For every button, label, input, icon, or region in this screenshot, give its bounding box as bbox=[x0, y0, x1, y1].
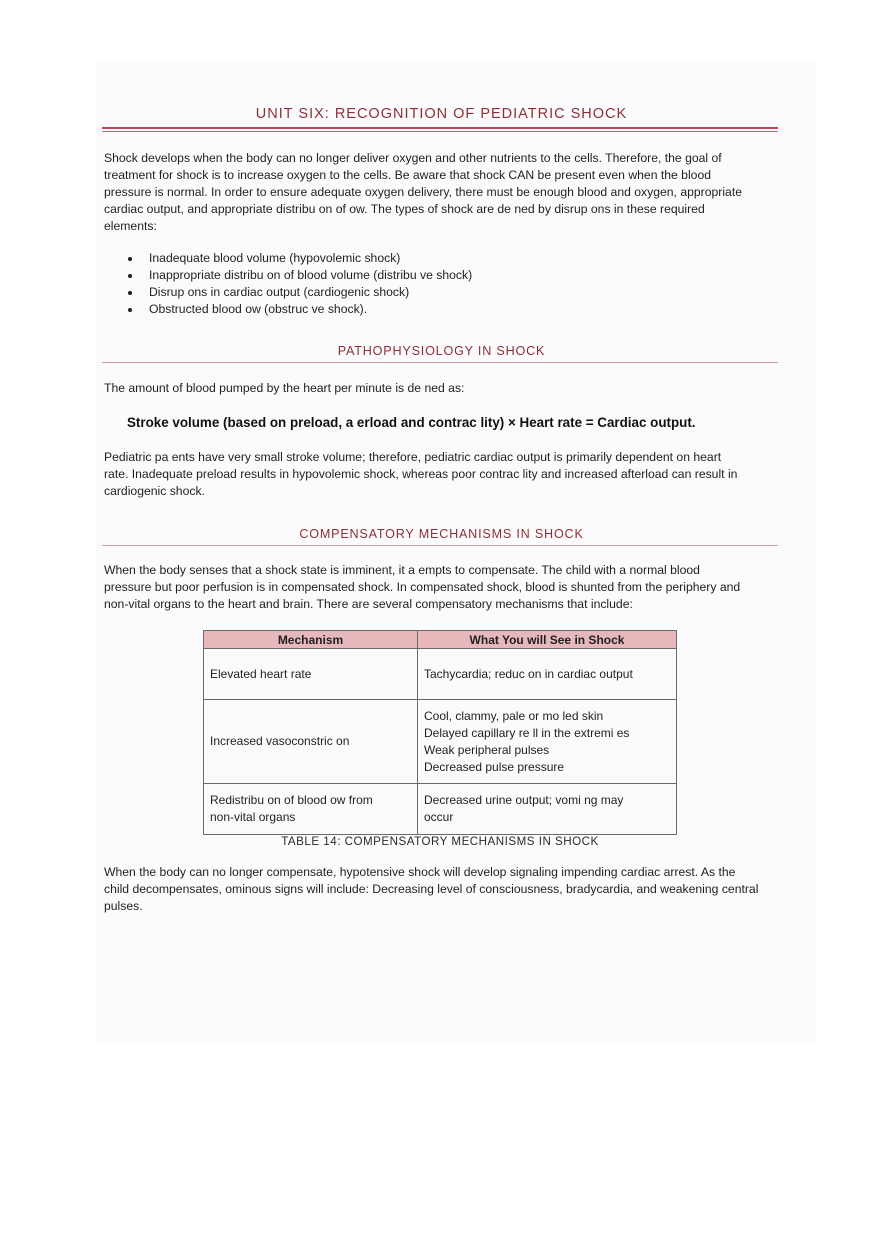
table-cell-mechanism bbox=[204, 649, 418, 700]
cell-line: Cool, clammy, pale or mo led skin bbox=[424, 708, 604, 723]
title-rule-bottom bbox=[102, 131, 778, 132]
list-item: Inadequate blood volume (hypovolemic shock) bbox=[124, 250, 472, 267]
table-cell-signs bbox=[418, 700, 677, 784]
closing-paragraph bbox=[104, 864, 779, 915]
section-rule bbox=[102, 362, 778, 363]
section-rule bbox=[102, 545, 778, 546]
page-title: UNIT SIX: RECOGNITION OF PEDIATRIC SHOCK bbox=[255, 106, 628, 122]
list-item: Inappropriate distribu on of blood volume (distribu ve shock) bbox=[124, 267, 472, 284]
cell-line: Redistribu on of blood ow from bbox=[210, 793, 373, 807]
table-row bbox=[204, 700, 677, 784]
table-cell-mechanism bbox=[204, 700, 418, 784]
cardiac-output-formula: Stroke volume (based on preload, a erload and contrac lity) × Heart rate = Cardiac output. bbox=[127, 415, 696, 430]
paragraph-line: Pediatric pa ents have very small stroke volume; therefore, pediatric cardiac output is primarily dependent on heart bbox=[104, 450, 722, 464]
intro-line: Shock develops when the body can no longer deliver oxygen and other nutrients to the cells. Therefore, the goal of bbox=[104, 151, 722, 165]
title-rule-top bbox=[102, 127, 778, 129]
cell-line: Delayed capillary re ll in the extremi es bbox=[424, 725, 630, 740]
paragraph-line: pressure but poor perfusion is in compensated shock. In compensated shock, blood is shunted from the periphery and bbox=[104, 580, 741, 594]
list-item: Obstructed blood ow (obstruc ve shock). bbox=[124, 301, 472, 318]
table-cell-mechanism bbox=[204, 784, 418, 835]
pathophysiology-heading: PATHOPHYSIOLOGY IN SHOCK bbox=[337, 344, 546, 358]
compensatory-paragraph bbox=[104, 562, 779, 613]
table-row bbox=[204, 649, 677, 700]
table-caption: TABLE 14: COMPENSATORY MECHANISMS IN SHOCK bbox=[281, 835, 599, 848]
table-header-row bbox=[204, 631, 677, 649]
table-cell-signs bbox=[418, 649, 677, 700]
paragraph-line: non-vital organs to the heart and brain. There are several compensatory mechanisms that include: bbox=[104, 597, 633, 611]
cell-line: Decreased pulse pressure bbox=[424, 759, 565, 774]
table-cell-signs bbox=[418, 784, 677, 835]
intro-paragraph bbox=[104, 150, 779, 235]
column-header-signs: What You will See in Shock bbox=[418, 631, 677, 649]
list-item: Disrup ons in cardiac output (cardiogenic shock) bbox=[124, 284, 472, 301]
intro-line: elements: bbox=[104, 219, 157, 233]
paragraph-line: pulses. bbox=[104, 899, 143, 913]
paragraph-line: When the body senses that a shock state is imminent, it a empts to compensate. The child with a normal blood bbox=[104, 563, 700, 577]
paragraph-line: child decompensates, ominous signs will include: Decreasing level of consciousness, bradycardia, and weakening central bbox=[104, 882, 759, 896]
compensatory-heading: COMPENSATORY MECHANISMS IN SHOCK bbox=[299, 527, 584, 541]
cell-line: Tachycardia; reduc on in cardiac output bbox=[424, 666, 633, 681]
paragraph-line: cardiogenic shock. bbox=[104, 484, 205, 498]
cell-line: Increased vasoconstric on bbox=[210, 734, 350, 748]
compensatory-mechanisms-table bbox=[203, 630, 677, 835]
paragraph-line: When the body can no longer compensate, hypotensive shock will develop signaling impending cardiac arrest. As the bbox=[104, 865, 736, 879]
pathophysiology-lead: The amount of blood pumped by the heart per minute is de ned as: bbox=[104, 381, 465, 395]
table-row bbox=[204, 784, 677, 835]
cell-line: Decreased urine output; vomi ng may bbox=[424, 793, 624, 807]
cell-line: Elevated heart rate bbox=[210, 666, 312, 681]
intro-line: pressure is normal. In order to ensure adequate oxygen delivery, there must be enough blood and oxygen, appropriate bbox=[104, 185, 742, 199]
intro-line: cardiac output, and appropriate distribu on of ow. The types of shock are de ned by disrup ons in these required bbox=[104, 202, 705, 216]
pathophysiology-paragraph bbox=[104, 449, 779, 500]
shock-types-list bbox=[124, 250, 472, 318]
cell-line: occur bbox=[424, 810, 454, 824]
column-header-mechanism: Mechanism bbox=[204, 631, 418, 649]
cell-line: Weak peripheral pulses bbox=[424, 742, 550, 757]
paragraph-line: rate. Inadequate preload results in hypovolemic shock, whereas poor contrac lity and increased afterload can result in bbox=[104, 467, 738, 481]
cell-line: non-vital organs bbox=[210, 810, 296, 824]
intro-line: treatment for shock is to increase oxygen to the cells. Be aware that shock CAN be present even when the blood bbox=[104, 168, 712, 182]
